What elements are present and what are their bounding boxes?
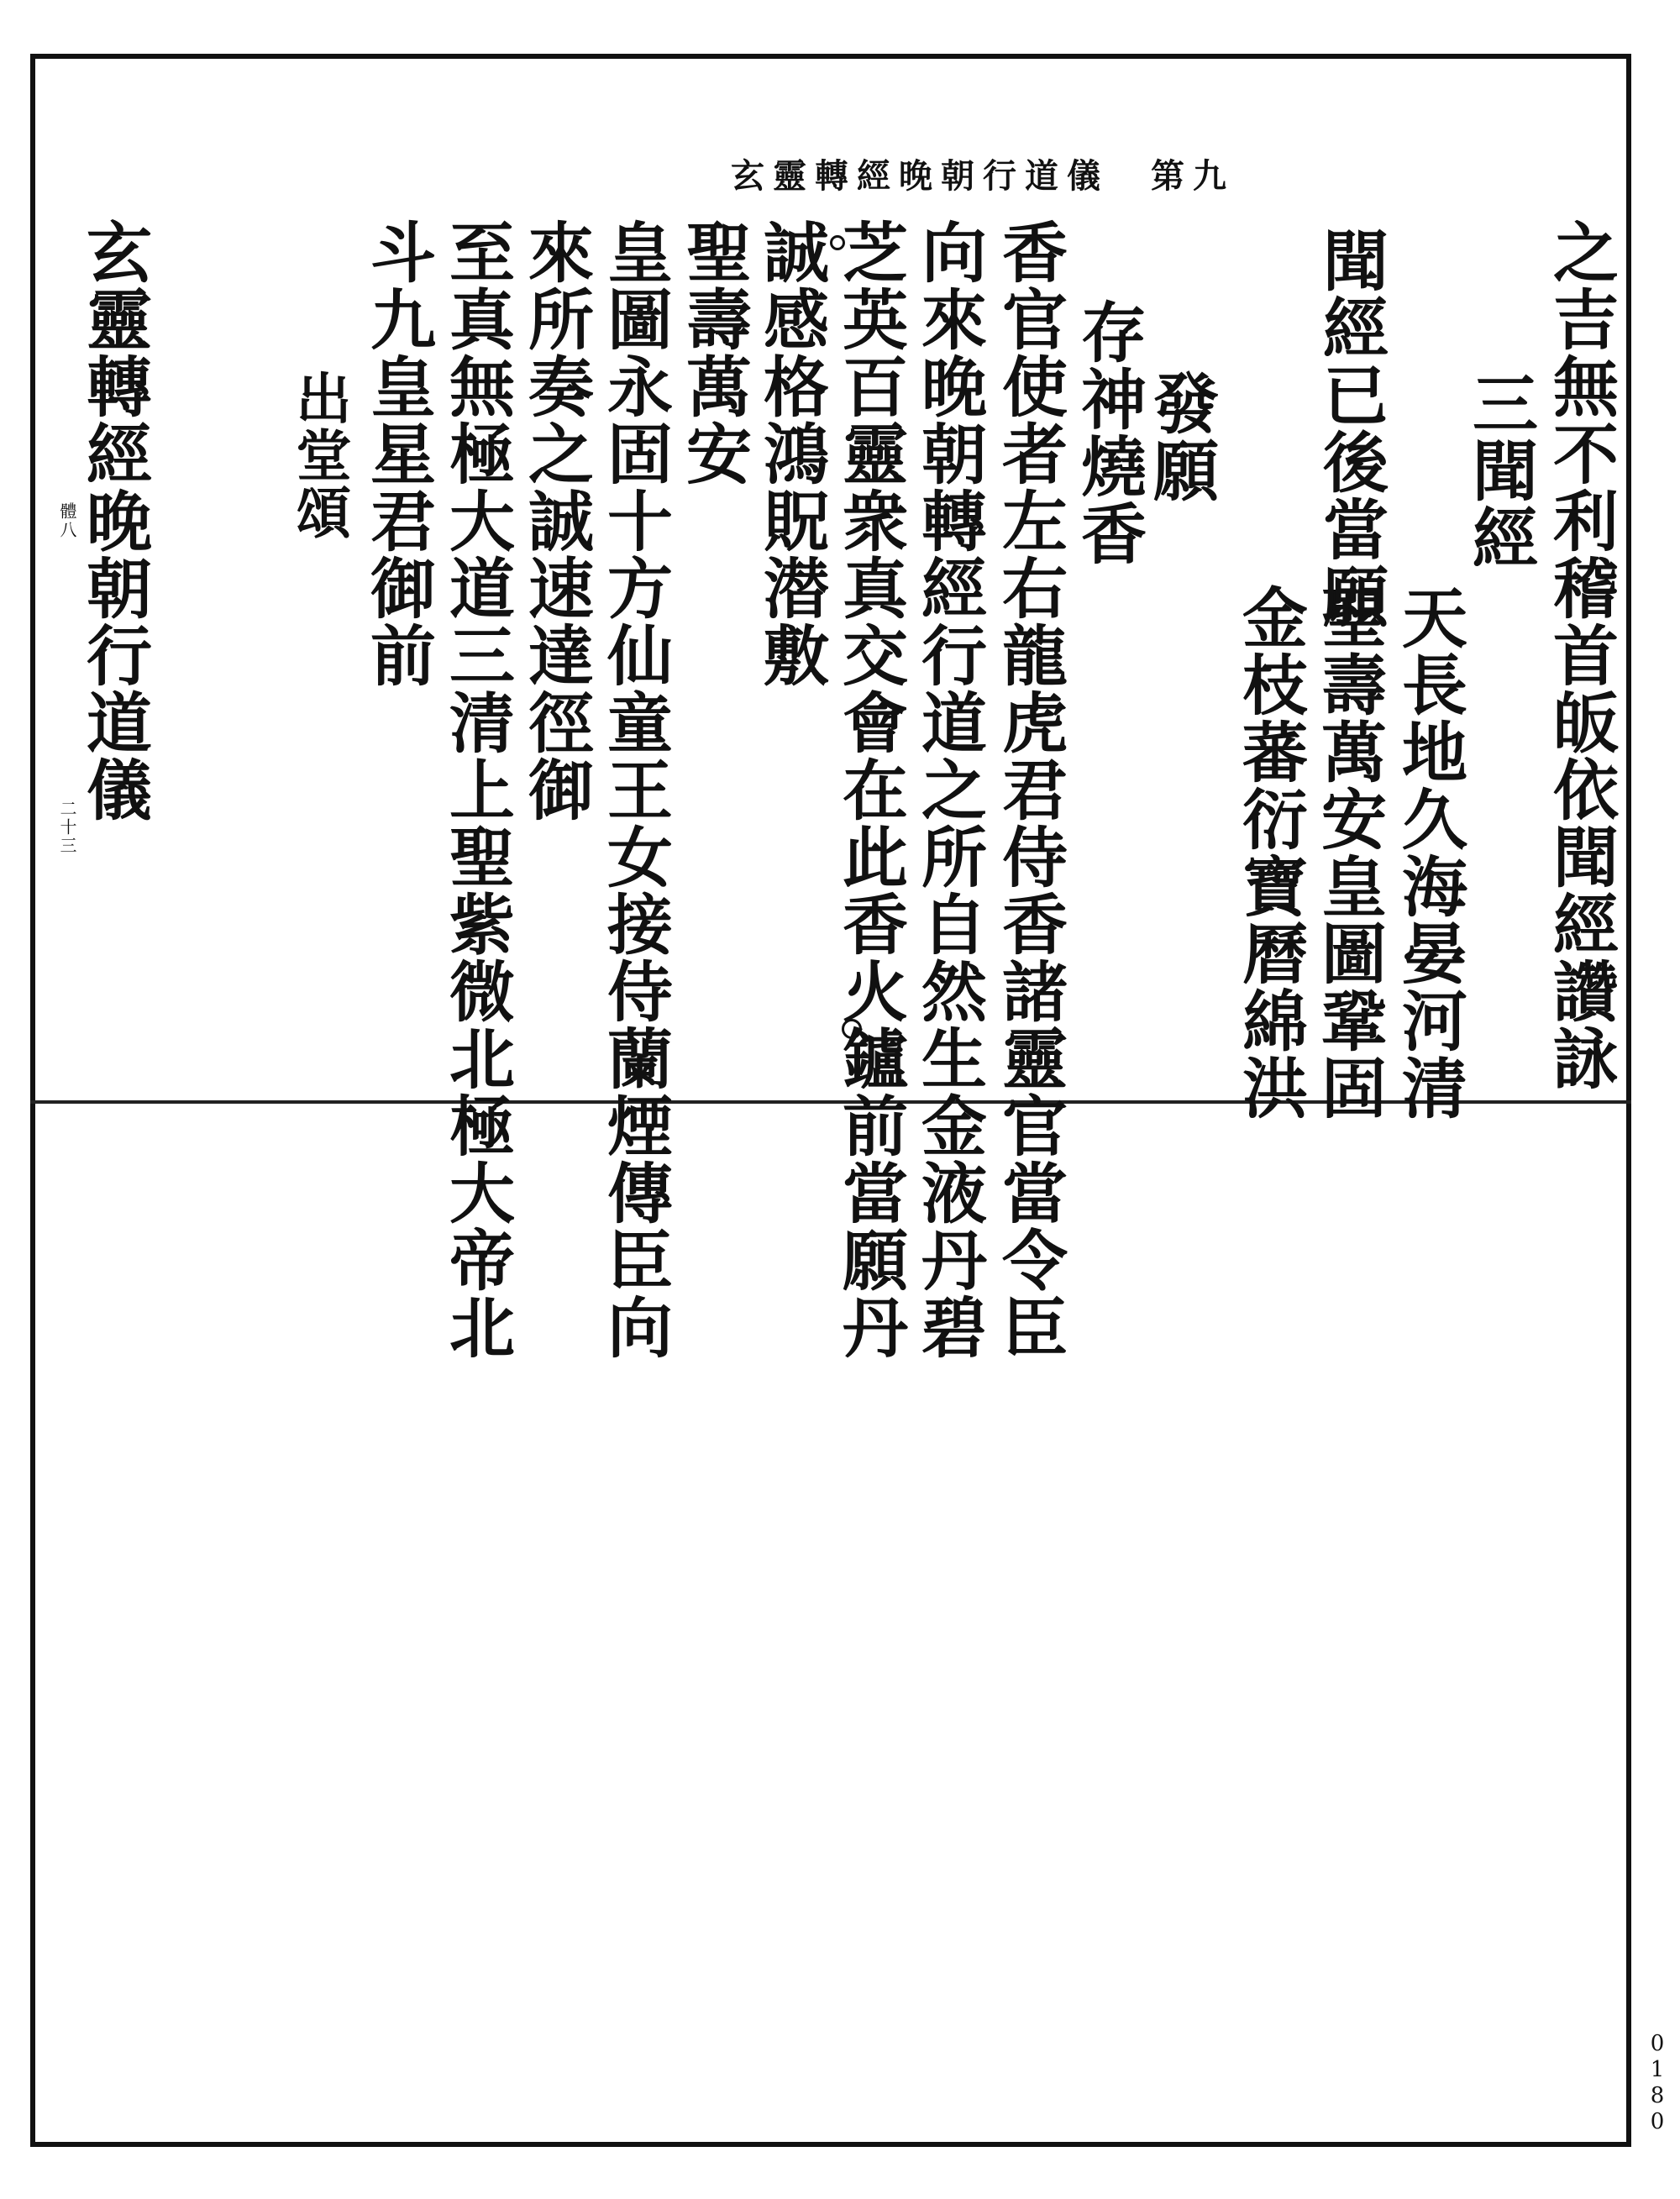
text-column-5: 金枝蕃衍寶曆綿洪: [1231, 584, 1308, 1121]
text-column-4: 聖壽萬安皇圖鞏固: [1310, 584, 1387, 1121]
circle-mark-icon: [842, 1019, 862, 1039]
text-column-6: 聞經已後當願: [1312, 227, 1389, 630]
text-column-1: 之吉無不利稽首皈依聞經讚詠: [1542, 218, 1619, 1092]
page-number: 0180: [1645, 2031, 1670, 2135]
small-circle-mark-icon: [830, 235, 845, 250]
text-column-3: 天長地久海晏河清: [1391, 584, 1467, 1121]
text-column-11: 芝英百靈衆真交會在此香火鑪前當願丹: [832, 218, 908, 1361]
text-column-7: 發願: [1142, 370, 1219, 504]
text-column-14: 皇圖永固十方仙童王女接侍蘭煙傳臣向: [596, 218, 673, 1361]
text-column-9: 香官使者左右龍虎君侍香諸靈官當令臣: [991, 218, 1068, 1361]
text-column-17: 斗九皇星君御前: [360, 218, 436, 689]
text-column-10: 向來晚朝轉經行道之所自然生金液丹碧: [911, 218, 987, 1361]
margin-title: 玄靈轉經晚朝行道儀: [76, 218, 152, 823]
text-column-16: 至真無極大道三清上聖紫微北極大帝北: [438, 218, 515, 1361]
text-column-12: 誠感格鴻貺潜敷: [753, 218, 829, 689]
text-column-13: 聖壽萬安: [675, 218, 752, 487]
margin-subsection: 體八: [57, 502, 77, 539]
text-column-15: 來所奏之誠速達徑御: [517, 218, 594, 823]
running-header: 玄靈轉經晚朝行道儀 第九: [731, 156, 1235, 196]
margin-leaf-number: 二十三: [57, 800, 77, 855]
text-column-2: 三聞經: [1462, 370, 1538, 571]
text-column-8: 存神燒香: [1070, 298, 1147, 567]
text-column-18: 出堂頌: [286, 370, 352, 541]
